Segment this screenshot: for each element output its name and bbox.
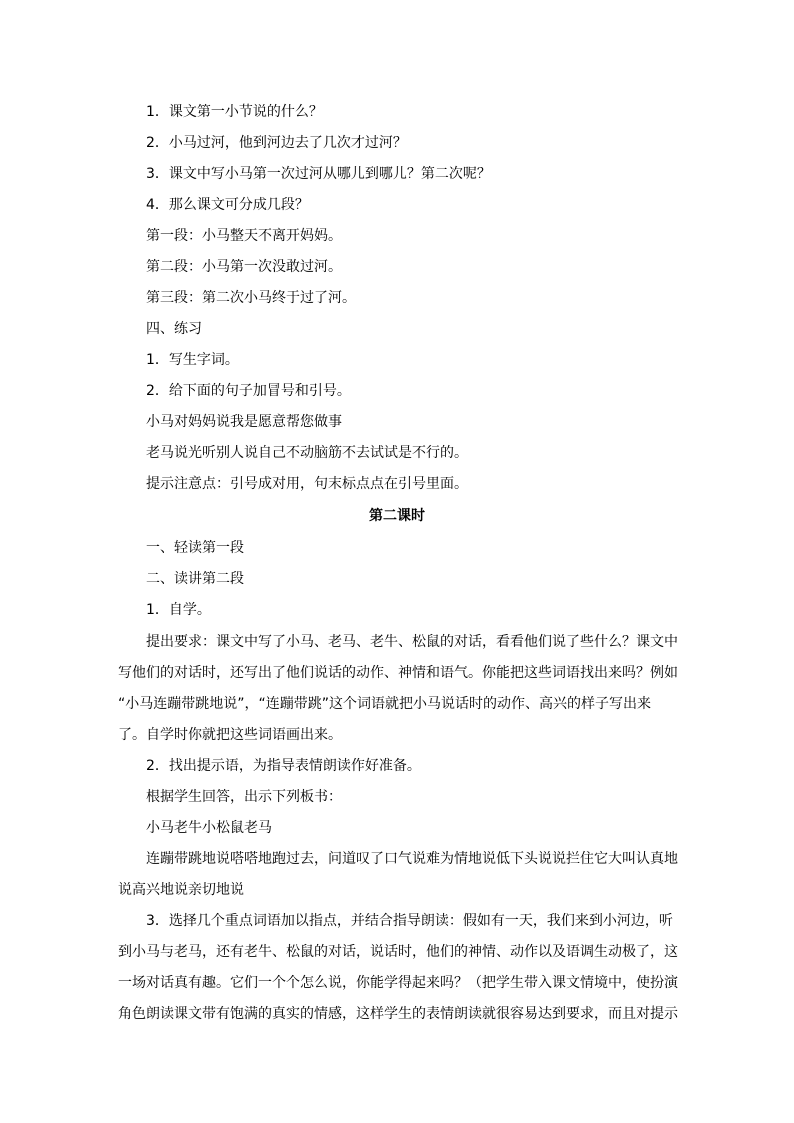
section-three: 第三段：第二次小马终于过了河。 <box>146 290 356 306</box>
board-intro: 根据学生回答，出示下列板书： <box>146 789 342 805</box>
board-phrases-2: 说高兴地说亲切地说 <box>118 882 244 898</box>
self-study: 1．自学。 <box>146 602 211 618</box>
exercise-heading: 四、练习 <box>146 321 202 337</box>
question-1: 1．课文第一小节说的什么？ <box>146 104 323 120</box>
section-one: 第一段：小马整天不离开妈妈。 <box>146 228 342 244</box>
sentence-1: 小马对妈妈说我是愿意帮您做事 <box>146 414 342 430</box>
lesson-heading: 第二课时 <box>369 508 425 524</box>
requirement-line-3: “小马连蹦带跳地说”，“连蹦带跳”这个词语就把小马说话时的动作、高兴的样子写出来 <box>118 696 652 712</box>
question-4: 4．那么课文可分成几段？ <box>146 197 309 213</box>
find-prompts: 2．找出提示语，为指导表情朗读作好准备。 <box>146 758 421 774</box>
step-one: 一、轻读第一段 <box>146 540 244 556</box>
exercise-2: 2．给下面的句子加冒号和引号。 <box>146 383 351 399</box>
requirement-line-1: 提出要求：课文中写了小马、老马、老牛、松鼠的对话，看看他们说了些什么？课文中 <box>146 634 678 650</box>
hint-note: 提示注意点：引号成对用，句末标点点在引号里面。 <box>146 476 468 492</box>
sentence-2: 老马说光听别人说自己不动脑筋不去试试是不行的。 <box>146 445 468 461</box>
guidance-line-4: 角色朗读课文带有饱满的真实的情感，这样学生的表情朗读就很容易达到要求，而且对提示 <box>118 1006 678 1022</box>
board-phrases-1: 连蹦带跳地说嗒嗒地跑过去，问道叹了口气说难为情地说低下头说说拦住它大叫认真地 <box>146 851 678 867</box>
guidance-line-3: 一场对话真有趣。它们一个个怎么说，你能学得起来吗？（把学生带入课文情境中，使扮演 <box>118 975 678 991</box>
requirement-line-2: 写他们的对话时，还写出了他们说话的动作、神情和语气。你能把这些词语找出来吗？例如 <box>118 665 678 681</box>
step-two: 二、读讲第二段 <box>146 571 244 587</box>
guidance-line-2: 到小马与老马，还有老牛、松鼠的对话，说话时，他们的神情、动作以及语调生动极了，这 <box>118 944 678 960</box>
section-two: 第二段：小马第一次没敢过河。 <box>146 259 342 275</box>
question-2: 2．小马过河，他到河边去了几次才过河？ <box>146 135 407 151</box>
exercise-1: 1．写生字词。 <box>146 352 239 368</box>
requirement-line-4: 了。自学时你就把这些词语画出来。 <box>118 727 342 743</box>
question-3: 3．课文中写小马第一次过河从哪儿到哪儿？第二次呢？ <box>146 166 491 182</box>
guidance-line-1: 3．选择几个重点词语加以指点，并结合指导朗读：假如有一天，我们来到小河边，听 <box>146 913 673 929</box>
board-characters: 小马老牛小松鼠老马 <box>146 820 272 836</box>
